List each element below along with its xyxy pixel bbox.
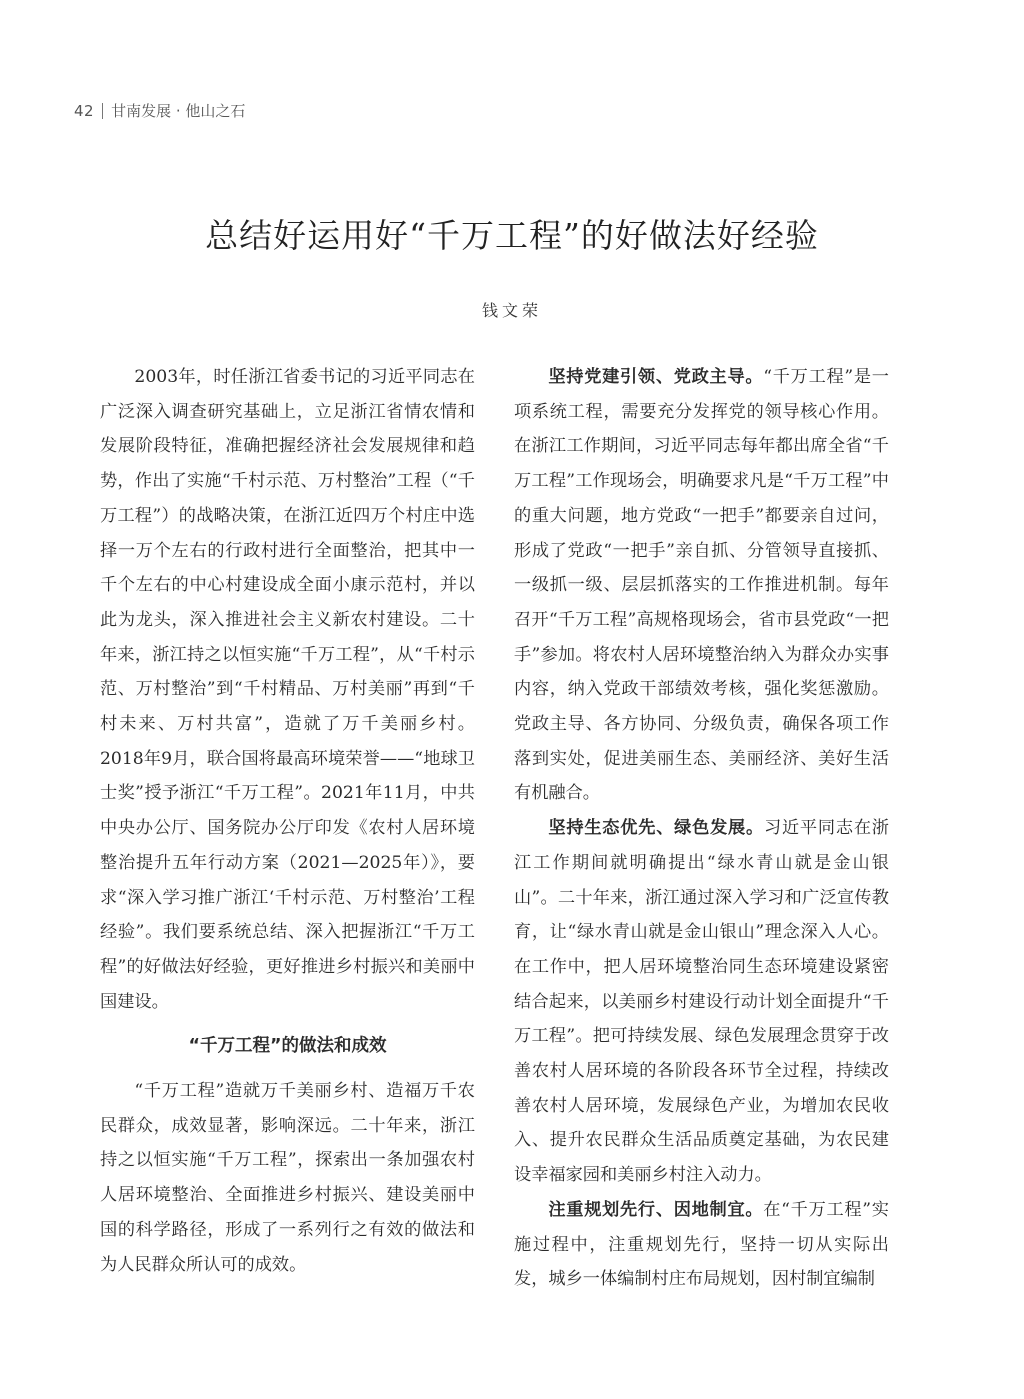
left-column — [100, 360, 475, 1282]
header-divider — [102, 103, 103, 119]
paragraph-planning-first — [514, 1193, 889, 1297]
paragraph-lead: 坚持生态优先、绿色发展。 — [548, 818, 764, 839]
article-title: 总结好运用好“千万工程”的好做法好经验 — [205, 216, 819, 255]
paragraph-lead: 坚持党建引领、党政主导。 — [548, 367, 764, 387]
paragraph-lead: 注重规划先行、因地制宜。 — [548, 1199, 764, 1220]
paragraph-body: 在“千万工程”实施过程中，注重规划先行，坚持一切从实际出发，城乡一体编制村庄布局规划，因村制宜编制 — [514, 1199, 889, 1290]
article-author: 钱文荣 — [481, 301, 542, 320]
page-number: 42 — [74, 102, 95, 120]
section-paragraph: “千万工程”造就万千美丽乡村、造福万千农民群众，成效显著，影响深远。二十年来，浙江持之以恒实施“千万工程”，探索出一条加强农村人居环境整治、全面推进乡村振兴、建设美丽中国的科学路径，形成了一系列行之有效的做法和为人民群众所认可的成效。 — [100, 1081, 475, 1275]
right-column — [514, 360, 889, 1297]
paragraph-body: “千万工程”是一项系统工程，需要充分发挥党的领导核心作用。在浙江工作期间，习近平同志每年都出席全省“千万工程”工作现场会，明确要求凡是“千万工程”中的重大问题，地方党政“一把手”都要亲自过问，形成了党政“一把手”亲自抓、分管领导直接抓、一级抓一级、层层抓落实的工作推进机制。每年召开“千万工程”高规格现场会，省市县党政“一把手”参加。将农村人居环境整治纳入为群众办实事内容，纳入党政干部绩效考核，强化奖惩激励。党政主导、各方协同、分级负责，确保各项工作落到实处，促进美丽生态、美丽经济、美好生活有机融合。 — [514, 367, 889, 804]
section-subheading: “千万工程”的做法和成效 — [188, 1036, 387, 1057]
paragraph-party-leadership — [514, 360, 889, 811]
paragraph-green-development — [514, 811, 889, 1193]
paragraph-body: 习近平同志在浙江工作期间就明确提出“绿水青山就是金山银山”。二十年来，浙江通过深入学习和广泛宣传教育，让“绿水青山就是金山银山”理念深入人心。在工作中，把人居环境整治同生态环境建设紧密结合起来，以美丽乡村建设行动计划全面提升“千万工程”。把可持续发展、绿色发展理念贯穿于改善农村人居环境的各阶段各环节全过程，持续改善农村人居环境，发展绿色产业，为增加农民收入、提升农民群众生活品质奠定基础，为农民建设幸福家园和美丽乡村注入动力。 — [514, 818, 889, 1186]
section-name: 甘南发展 · 他山之石 — [111, 102, 246, 120]
intro-paragraph: 2003年，时任浙江省委书记的习近平同志在广泛深入调查研究基础上，立足浙江省情农情和发展阶段特征，准确把握经济社会发展规律和趋势，作出了实施“千村示范、万村整治”工程（“千万工程”）的战略决策，在浙江近四万个村庄中选择一万个左右的行政村进行全面整治，把其中一千个左右的中心村建设成全面小康示范村，并以此为龙头，深入推进社会主义新农村建设。二十年来，浙江持之以恒实施“千万工程”，从“千村示范、万村整治”到“千村精品、万村美丽”再到“千村未来、万村共富”，造就了万千美丽乡村。2018年9月，联合国将最高环境荣誉——“地球卫士奖”授予浙江“千万工程”。2021年11月，中共中央办公厅、国务院办公厅印发《农村人居环境整治提升五年行动方案（2021—2025年）》，要求“深入学习推广浙江‘千村示范、万村整治’工程经验”。我们要系统总结、深入把握浙江“千万工程”的好做法好经验，更好推进乡村振兴和美丽中国建设。 — [100, 367, 475, 1012]
running-header — [74, 100, 245, 122]
